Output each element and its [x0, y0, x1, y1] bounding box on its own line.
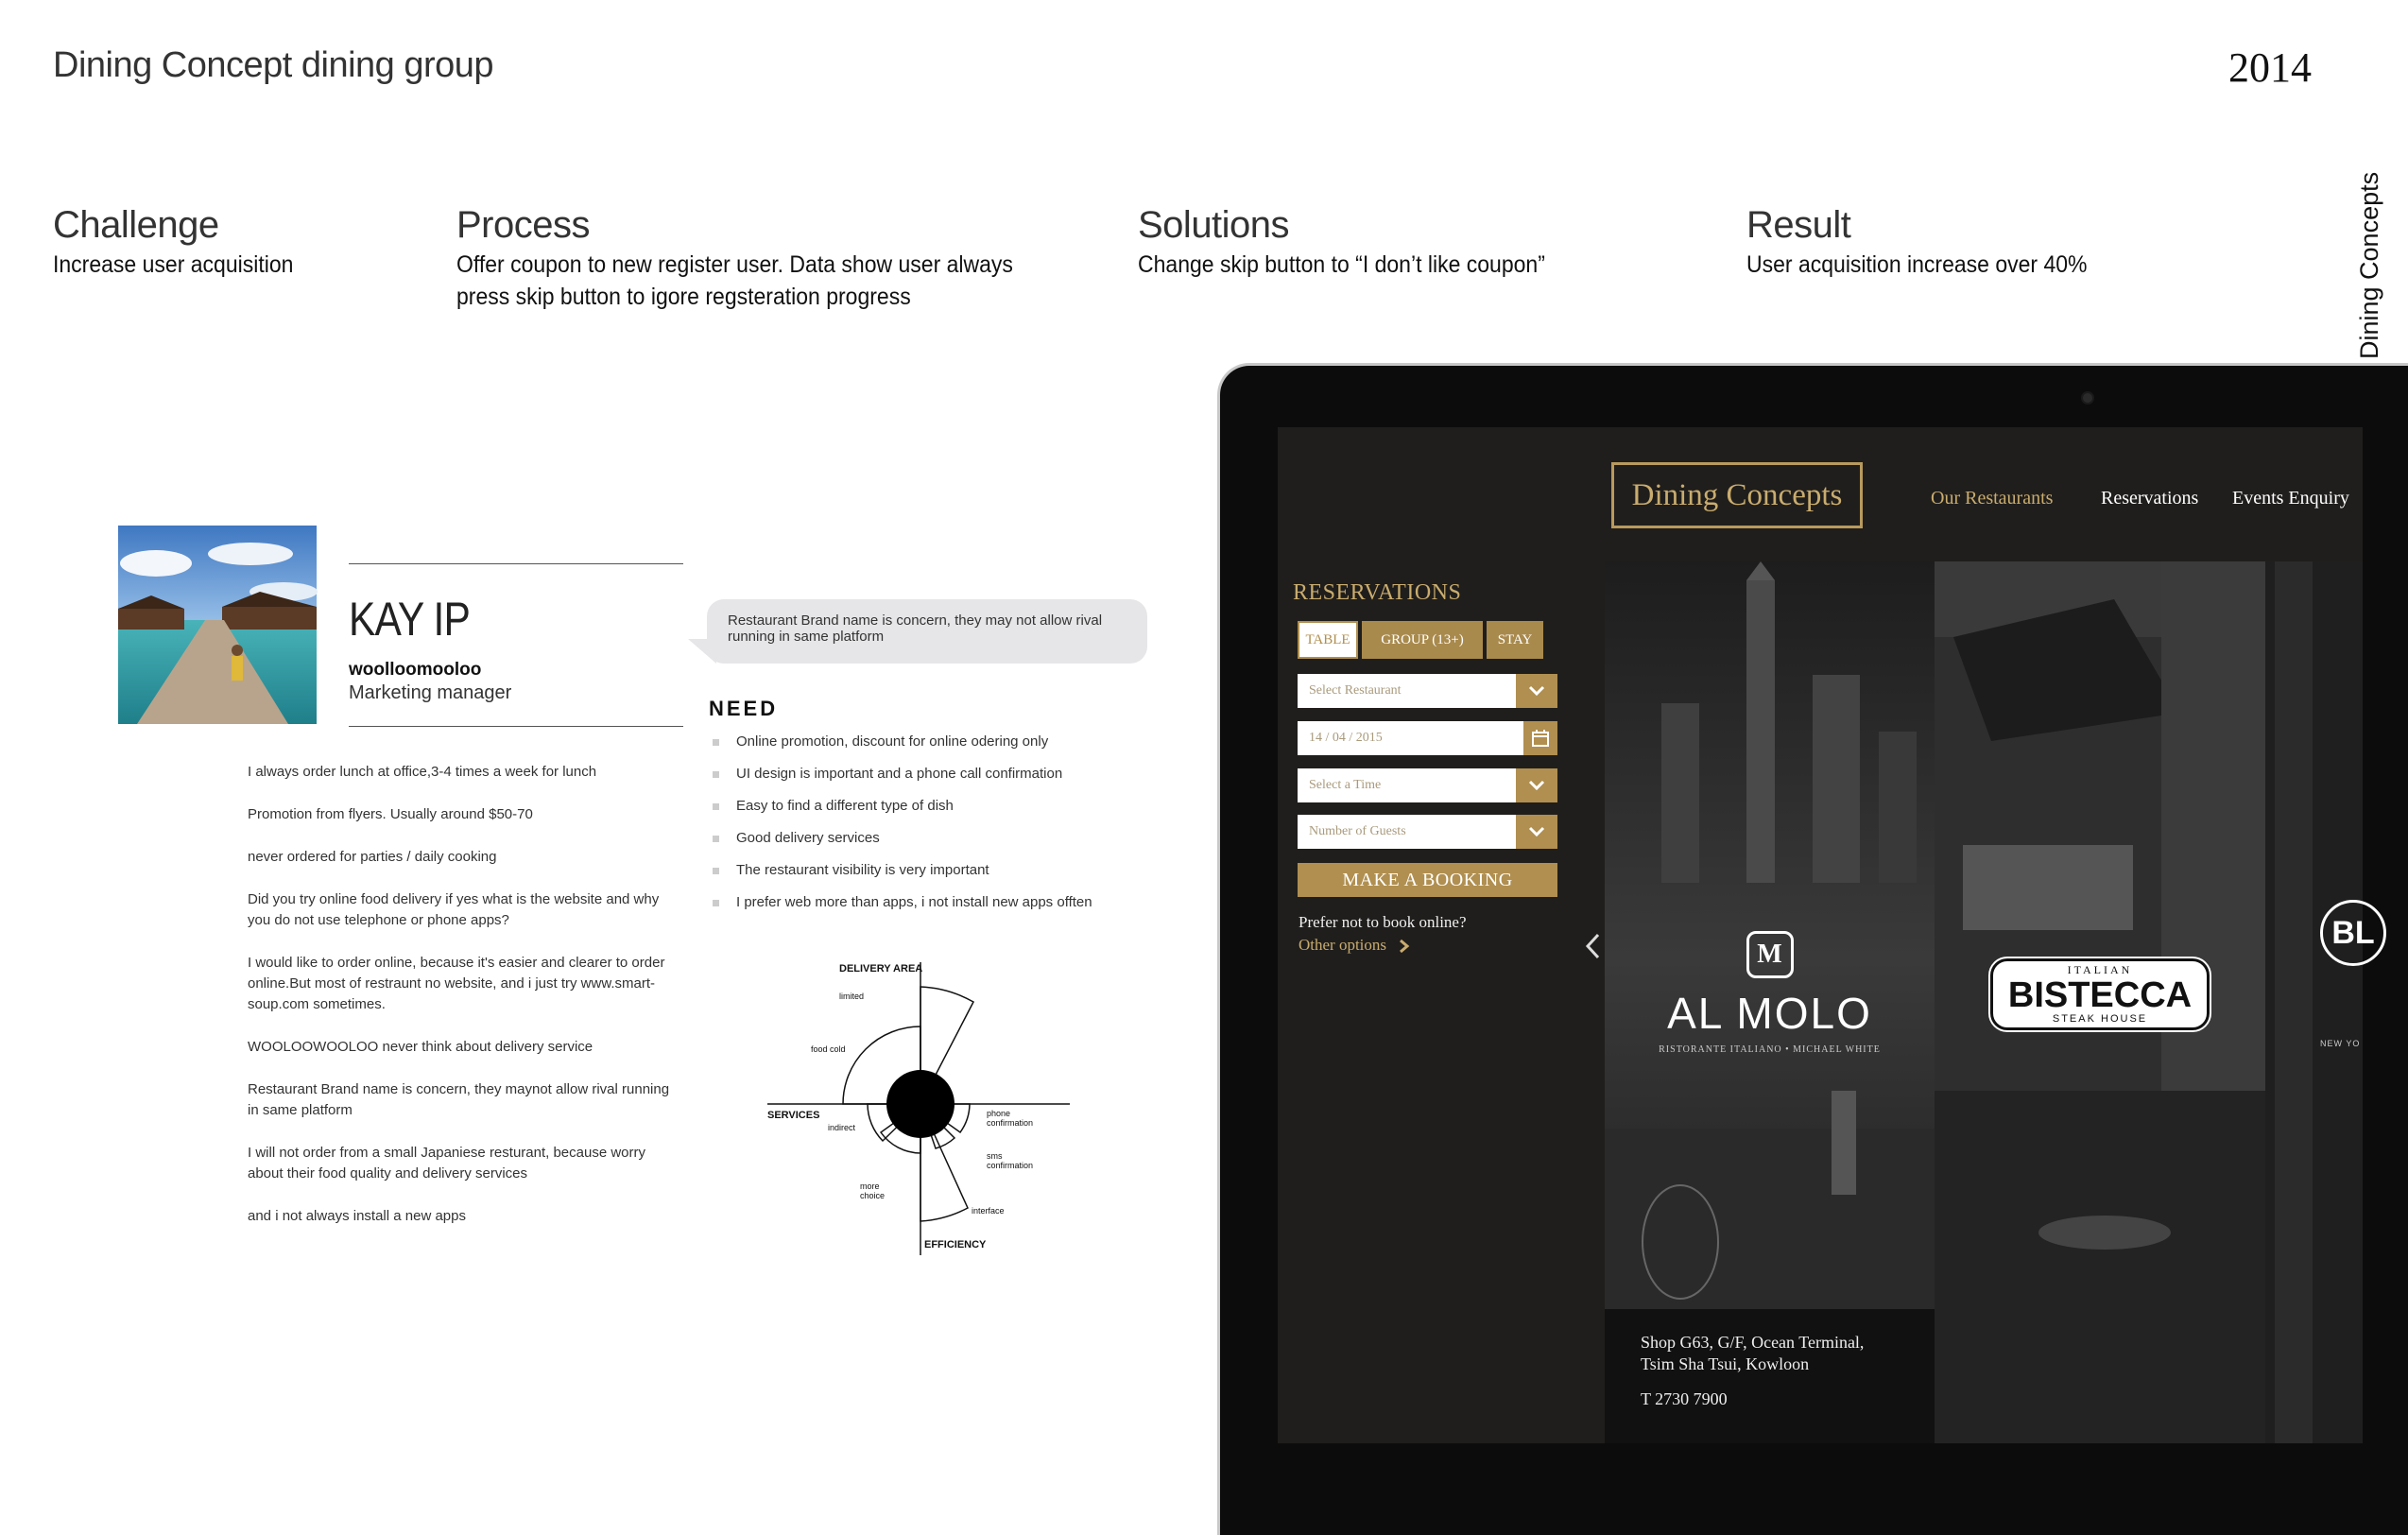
bullet-icon: [713, 900, 719, 906]
select-restaurant-value: Select Restaurant: [1309, 683, 1402, 698]
bistecca-logo: [1990, 958, 2210, 1030]
label-phone: phone: [987, 1109, 1011, 1118]
chevron-right-icon: [1398, 939, 1411, 954]
select-time[interactable]: [1298, 768, 1557, 802]
make-booking-button[interactable]: MAKE A BOOKING: [1298, 863, 1557, 897]
quote-item: WOOLOOWOOLOO never think about delivery service: [248, 1039, 593, 1055]
nav-reservations[interactable]: Reservations: [2101, 488, 2199, 509]
select-guests[interactable]: [1298, 815, 1557, 849]
quote-item: and i not always install a new apps: [248, 1208, 466, 1224]
tab-group[interactable]: GROUP (13+): [1362, 621, 1483, 659]
persona-photo: [118, 526, 317, 724]
bistecca-sub: STEAK HOUSE: [2052, 1013, 2148, 1025]
partial-sub: NEW YO: [2320, 1039, 2361, 1048]
quote-item: Restaurant Brand name is concern, they maynot allow rival running in same platform: [248, 1081, 670, 1118]
tab-stay[interactable]: STAY: [1487, 621, 1543, 659]
label-sms: sms: [987, 1151, 1003, 1161]
label-phone-2: confirmation: [987, 1118, 1034, 1128]
need-text: Easy to find a different type of dish: [736, 798, 954, 814]
nav-events-enquiry[interactable]: Events Enquiry: [2232, 488, 2349, 509]
persona-role: Marketing manager: [349, 682, 512, 703]
date-field[interactable]: [1298, 721, 1557, 755]
need-item: [711, 733, 1092, 765]
carousel-prev-icon[interactable]: [1584, 932, 1603, 960]
site-logo[interactable]: Dining Concepts: [1611, 462, 1863, 528]
date-value: 14 / 04 / 2015: [1309, 731, 1383, 745]
nav-our-restaurants[interactable]: Our Restaurants: [1931, 488, 2054, 509]
axis-label-top: DELIVERY AREA: [839, 963, 923, 974]
quote-item: Did you try online food delivery if yes what is the website and why you do not use telephone or phone apps?: [248, 891, 660, 928]
need-diagram: [756, 953, 1077, 1265]
partial-logo: [2320, 900, 2375, 975]
label-limited: limited: [839, 992, 865, 1001]
partial-logo-text: BL: [2320, 900, 2386, 966]
label-more-choice-2: choice: [860, 1191, 886, 1200]
quote-item: Promotion from flyers. Usually around $50-70: [248, 806, 533, 822]
bullet-icon: [713, 803, 719, 810]
label-interface: interface: [972, 1206, 1005, 1216]
restaurant-panel-partial[interactable]: [2265, 561, 2363, 1443]
reservations-title: RESERVATIONS: [1293, 580, 1462, 605]
speech-bubble: Restaurant Brand name is concern, they may not allow rival running in same platform: [707, 599, 1147, 664]
process-section: [456, 204, 1061, 313]
axis-label-bottom: EFFICIENCY: [924, 1239, 987, 1250]
prefer-text: Prefer not to book online?: [1299, 913, 1467, 931]
challenge-body: Increase user acquisition: [53, 251, 294, 278]
diagram-center: [886, 1070, 955, 1138]
need-text: I prefer web more than apps, i not install new apps offten: [736, 894, 1092, 910]
address-line1: Shop G63, G/F, Ocean Terminal,: [1641, 1333, 1865, 1352]
page-title: Dining Concept dining group: [53, 45, 494, 85]
persona-quotes: [248, 762, 682, 1249]
select-guests-value: Number of Guests: [1309, 824, 1406, 838]
axis-label-left: SERVICES: [767, 1110, 820, 1121]
solutions-heading: Solutions: [1138, 204, 1290, 246]
need-heading: NEED: [709, 697, 779, 720]
quote-item: I always order lunch at office,3-4 times a week for lunch: [248, 764, 597, 780]
need-item: [711, 765, 1092, 797]
address-line2: Tsim Sha Tsui, Kowloon: [1641, 1354, 1810, 1373]
select-restaurant[interactable]: [1298, 674, 1557, 708]
chevron-down-icon[interactable]: [1516, 674, 1557, 708]
result-heading: Result: [1746, 204, 1851, 246]
result-body: User acquisition increase over 40%: [1746, 251, 2088, 278]
almolo-m-icon: M: [1746, 931, 1794, 978]
solutions-body: Change skip button to “I don’t like coupon”: [1138, 251, 1545, 278]
address-phone: T 2730 7900: [1641, 1389, 1728, 1408]
need-text: Good delivery services: [736, 830, 880, 846]
need-text: UI design is important and a phone call confirmation: [736, 766, 1063, 782]
challenge-heading: Challenge: [53, 204, 219, 246]
process-heading: Process: [456, 204, 590, 246]
bullet-icon: [713, 771, 719, 778]
bullet-icon: [713, 836, 719, 842]
label-food-cold: food cold: [811, 1044, 846, 1054]
need-item: [711, 797, 1092, 829]
select-time-value: Select a Time: [1309, 778, 1382, 792]
quote-item: never ordered for parties / daily cooking: [248, 849, 497, 865]
almolo-name: AL MOLO: [1667, 989, 1872, 1038]
name-top-rule: [349, 563, 683, 564]
need-item: [711, 829, 1092, 861]
bistecca-name: BISTECCA: [2007, 975, 2193, 1015]
need-text: Online promotion, discount for online odering only: [736, 733, 1049, 750]
solutions-section: [1138, 204, 1705, 281]
chevron-down-icon[interactable]: [1516, 815, 1557, 849]
almolo-logo: [1605, 931, 1935, 1055]
bullet-icon: [713, 868, 719, 874]
process-body: Offer coupon to new register user. Data show user always press skip button to igore regsteration progress: [456, 251, 1013, 310]
other-options-link[interactable]: [1299, 936, 1411, 955]
almolo-sub: RISTORANTE ITALIANO • MICHAEL WHITE: [1659, 1044, 1881, 1055]
need-list: [711, 733, 1092, 925]
side-label: Dining Concepts: [2355, 171, 2383, 359]
name-bottom-rule: [349, 726, 683, 727]
need-item: [711, 861, 1092, 893]
calendar-icon[interactable]: [1523, 721, 1557, 755]
label-indirect: indirect: [828, 1123, 856, 1132]
bullet-icon: [713, 739, 719, 746]
need-text: The restaurant visibility is very important: [736, 862, 989, 878]
quote-item: I would like to order online, because it's easier and clearer to order online.But most of restraunt no website, and i just try www.smart-soup.com sometimes.: [248, 955, 665, 1012]
address-box: [1605, 1309, 1935, 1443]
label-more-choice: more: [860, 1181, 880, 1191]
tab-table[interactable]: TABLE: [1298, 621, 1358, 659]
need-item: [711, 893, 1092, 925]
page-year: 2014: [2228, 44, 2312, 91]
persona-handle: woolloomooloo: [349, 660, 482, 680]
quote-item: I will not order from a small Japaniese resturant, because worry about their food quality and delivery services: [248, 1145, 646, 1181]
chevron-down-icon[interactable]: [1516, 768, 1557, 802]
challenge-section: [53, 204, 412, 281]
label-sms-2: confirmation: [987, 1161, 1034, 1170]
camera-icon: [2081, 391, 2094, 405]
bistecca-top: ITALIAN: [2067, 963, 2133, 976]
persona-name: KAY IP: [349, 593, 470, 646]
result-section: [1746, 204, 2219, 281]
other-options-label: Other options: [1299, 936, 1387, 954]
